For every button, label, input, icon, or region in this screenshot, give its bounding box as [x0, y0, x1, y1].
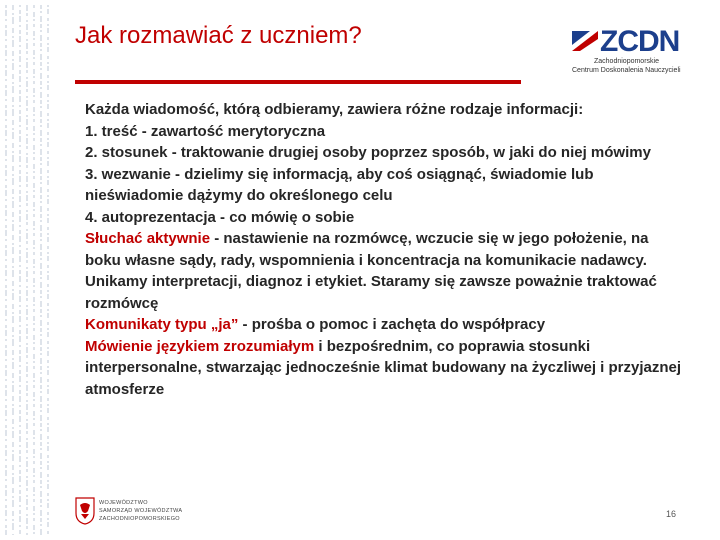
- text-active-listening: - nastawienie na rozmówcę, wczucie się w jego położenie, na boku własne sądy, rady, wspomnienia i koncentracja na komunikacie nadawcy. Unikamy interpretacji, diagnoz i etykiet. Staramy się zawsze poważnie traktować rozmówcę: [85, 230, 657, 312]
- zcdn-logo-mark: [572, 31, 598, 51]
- zcdn-logo: [572, 25, 692, 74]
- list-item-4: 4. autoprezentacja - co mówię o sobie: [85, 208, 355, 226]
- logo-wordmark: ZCDN: [600, 25, 680, 58]
- highlight-clear-language: Mówienie językiem zrozumiałym: [85, 337, 315, 355]
- footer-line-2: SAMORZĄD WOJEWÓDZTWA: [99, 508, 183, 514]
- handwriting-decoration: [0, 0, 58, 540]
- paragraph-i-messages: [85, 314, 685, 336]
- text-i-messages: - prośba o pomoc i zachęta do współpracy: [238, 316, 546, 333]
- highlight-active-listening: Słuchać aktywnie: [85, 230, 211, 247]
- slide-body: [85, 99, 685, 400]
- text-clear-language: i bezpośrednim, co poprawia stosunki interpersonalne, stwarzając jednocześnie klimat budowany na życzliwej i przyjaznej atmosferze: [85, 337, 682, 398]
- title-underline: [75, 80, 521, 84]
- list-item-2: 2. stosunek - traktowanie drugiej osoby poprzez sposób, w jaki do niej mówimy: [85, 144, 651, 161]
- paragraph-active-listening: [85, 228, 685, 314]
- footer-logo: [75, 497, 195, 527]
- slide-title: Jak rozmawiać z uczniem?: [75, 22, 362, 49]
- page-number: 16: [666, 509, 677, 519]
- logo-subtitle-2: Centrum Doskonalenia Nauczycieli: [572, 67, 681, 74]
- footer-line-3: ZACHODNIOPOMORSKIEGO: [99, 516, 180, 522]
- footer-line-1: WOJEWÓDZTWO: [99, 500, 148, 506]
- intro-text: Każda wiadomość, którą odbieramy, zawiera różne rodzaje informacji:: [85, 101, 584, 118]
- paragraph-clear-language: [85, 336, 685, 401]
- highlight-i-messages: Komunikaty typu „ja”: [85, 316, 239, 333]
- logo-subtitle-1: Zachodniopomorskie: [594, 58, 659, 65]
- list-item-3: 3. wezwanie - dzielimy się informacją, aby coś osiągnąć, świadomie lub nieświadomie dążymy do określonego celu: [85, 165, 594, 204]
- region-crest-icon: [75, 497, 95, 525]
- list-item-1: 1. treść - zawartość merytoryczna: [85, 122, 326, 140]
